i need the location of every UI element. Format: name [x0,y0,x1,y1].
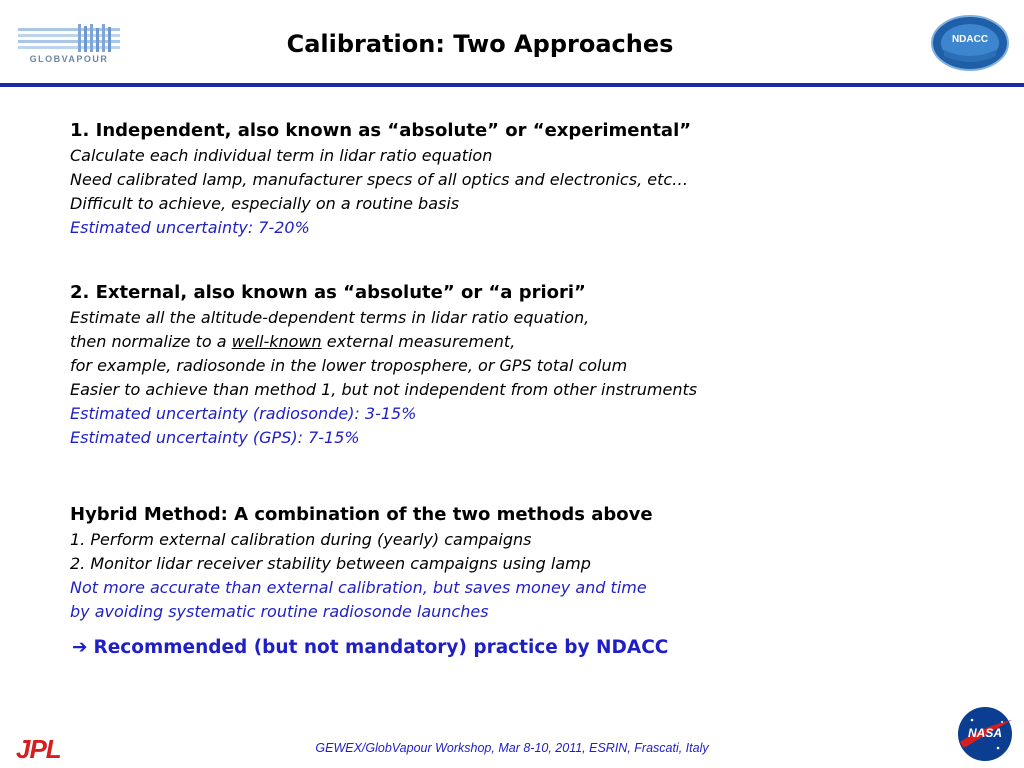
section2-line2-post: external measurement, [321,332,516,351]
header-divider [0,83,1024,87]
section2-line: Easier to achieve than method 1, but not independent from other instruments [70,380,698,399]
section1-uncertainty: Estimated uncertainty: 7-20% [70,218,310,237]
page-title: Calibration: Two Approaches [286,30,674,58]
nasa-logo-text: NASA [967,726,1002,740]
section2-uncertainty-gps: Estimated uncertainty (GPS): 7-15% [70,428,360,447]
slide-content [70,118,970,662]
section2-line2-pre: then normalize to a [70,332,232,351]
jpl-logo: JPL [16,734,61,764]
recommendation [72,634,970,662]
nasa-logo [954,706,1016,762]
section1-line: Need calibrated lamp, manufacturer specs of all optics and electronics, etc… [70,170,689,189]
section2-line: for example, radiosonde in the lower troposphere, or GPS total colum [70,356,628,375]
section2-line-normalize [70,330,970,354]
section3-line: 1. Perform external calibration during (yearly) campaigns [70,530,532,549]
section3-blue-line: Not more accurate than external calibration, but saves money and time [70,578,647,597]
well-known-text: well-known [231,332,322,351]
section1-heading: 1. Independent, also known as “absolute” or “experimental” [70,120,692,141]
section3-blue-line: by avoiding systematic routine radiosonde launches [70,602,489,621]
section2-line: Estimate all the altitude-dependent terms in lidar ratio equation, [70,308,590,327]
footer-text: GEWEX/GlobVapour Workshop, Mar 8-10, 2011, ESRIN, Frascati, Italy [315,741,709,755]
section1-line: Calculate each individual term in lidar ratio equation [70,146,493,165]
section1-line: Difficult to achieve, especially on a routine basis [70,194,460,213]
globvapour-logo-text: GLOBVAPOUR [29,54,109,64]
recommendation-text: Recommended (but not mandatory) practice by NDACC [93,637,669,658]
section3-heading: Hybrid Method: A combination of the two methods above [70,504,653,525]
section2-uncertainty-radiosonde: Estimated uncertainty (radiosonde): 3-15% [70,404,417,423]
section2-heading: 2. External, also known as “absolute” or “a priori” [70,282,586,303]
ndacc-logo [930,14,1010,72]
ndacc-logo-text: NDACC [951,34,989,45]
section3-line: 2. Monitor lidar receiver stability between campaigns using lamp [70,554,591,573]
arrow-right-icon: ➔ [72,637,88,658]
